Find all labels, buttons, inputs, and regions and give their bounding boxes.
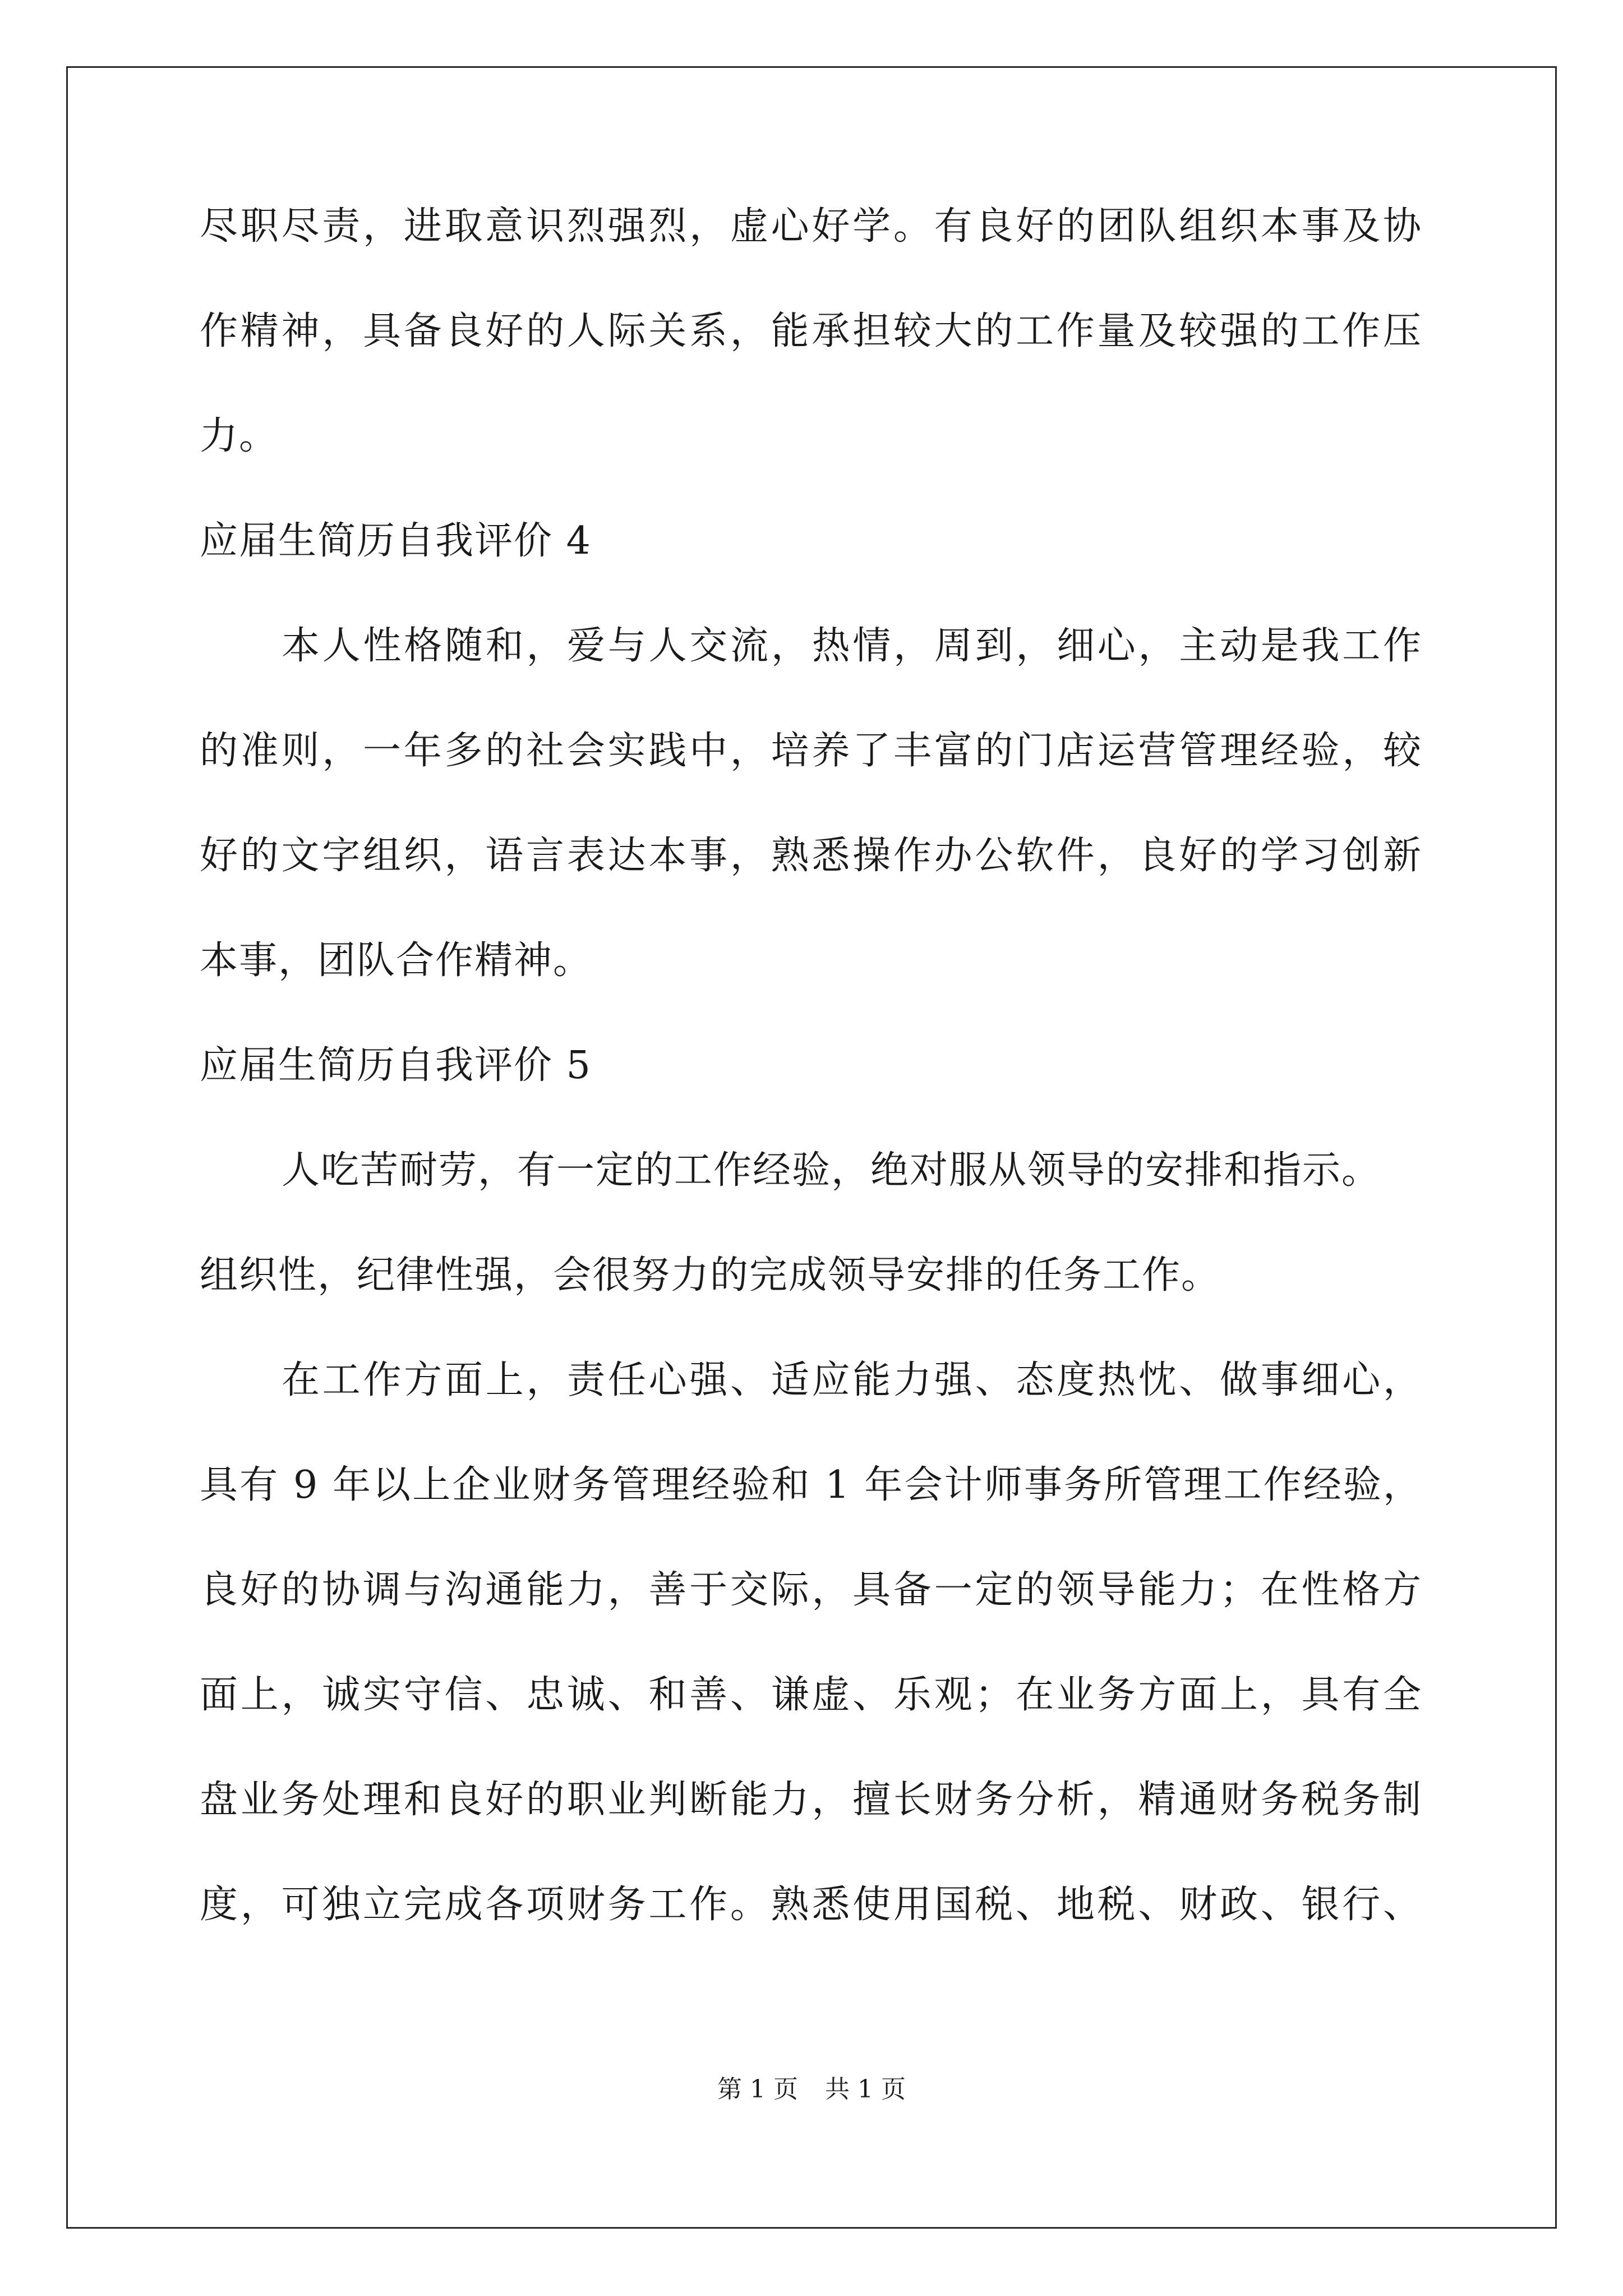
paragraph-line: 尽职尽责，进取意识烈强烈，虚心好学。有良好的团队组织本事及协 bbox=[200, 204, 1422, 249]
paragraph-line: 作精神，具备良好的人际关系，能承担较大的工作量及较强的工作压 bbox=[200, 309, 1422, 353]
paragraph-line: 人吃苦耐劳，有一定的工作经验，绝对服从领导的安排和指示。 bbox=[282, 1148, 1381, 1193]
paragraph-line: 好的文字组织，语言表达本事，熟悉操作办公软件，良好的学习创新 bbox=[200, 834, 1422, 878]
paragraph-line: 本人性格随和，爱与人交流，热情，周到，细心，主动是我工作 bbox=[282, 624, 1422, 668]
paragraph-line: 具有 9 年以上企业财务管理经验和 1 年会计师事务所管理工作经验， bbox=[200, 1463, 1422, 1507]
page-number: 第 1 页 bbox=[717, 2075, 798, 2104]
document-body bbox=[200, 204, 1422, 1991]
paragraph-line: 组织性，纪律性强，会很努力的完成领导安排的任务工作。 bbox=[200, 1253, 1221, 1297]
section-heading: 应届生简历自我评价 4 bbox=[200, 519, 592, 563]
paragraph-line: 在工作方面上，责任心强、适应能力强、态度热忱、做事细心， bbox=[282, 1358, 1422, 1402]
page-footer bbox=[0, 2077, 1623, 2102]
paragraph-line: 良好的协调与沟通能力，善于交际，具备一定的领导能力；在性格方 bbox=[200, 1568, 1422, 1612]
page-total: 共 1 页 bbox=[825, 2075, 906, 2104]
paragraph-line: 面上，诚实守信、忠诚、和善、谦虚、乐观；在业务方面上，具有全 bbox=[200, 1673, 1422, 1717]
paragraph-line: 盘业务处理和良好的职业判断能力，擅长财务分析，精通财务税务制 bbox=[200, 1778, 1422, 1822]
paragraph-line: 度，可独立完成各项财务工作。熟悉使用国税、地税、财政、银行、 bbox=[200, 1883, 1422, 1927]
paragraph-line: 本事，团队合作精神。 bbox=[200, 938, 593, 983]
paragraph-line: 的准则，一年多的社会实践中，培养了丰富的门店运营管理经验，较 bbox=[200, 729, 1422, 773]
section-heading: 应届生简历自我评价 5 bbox=[200, 1043, 592, 1088]
paragraph-line: 力。 bbox=[200, 414, 279, 458]
